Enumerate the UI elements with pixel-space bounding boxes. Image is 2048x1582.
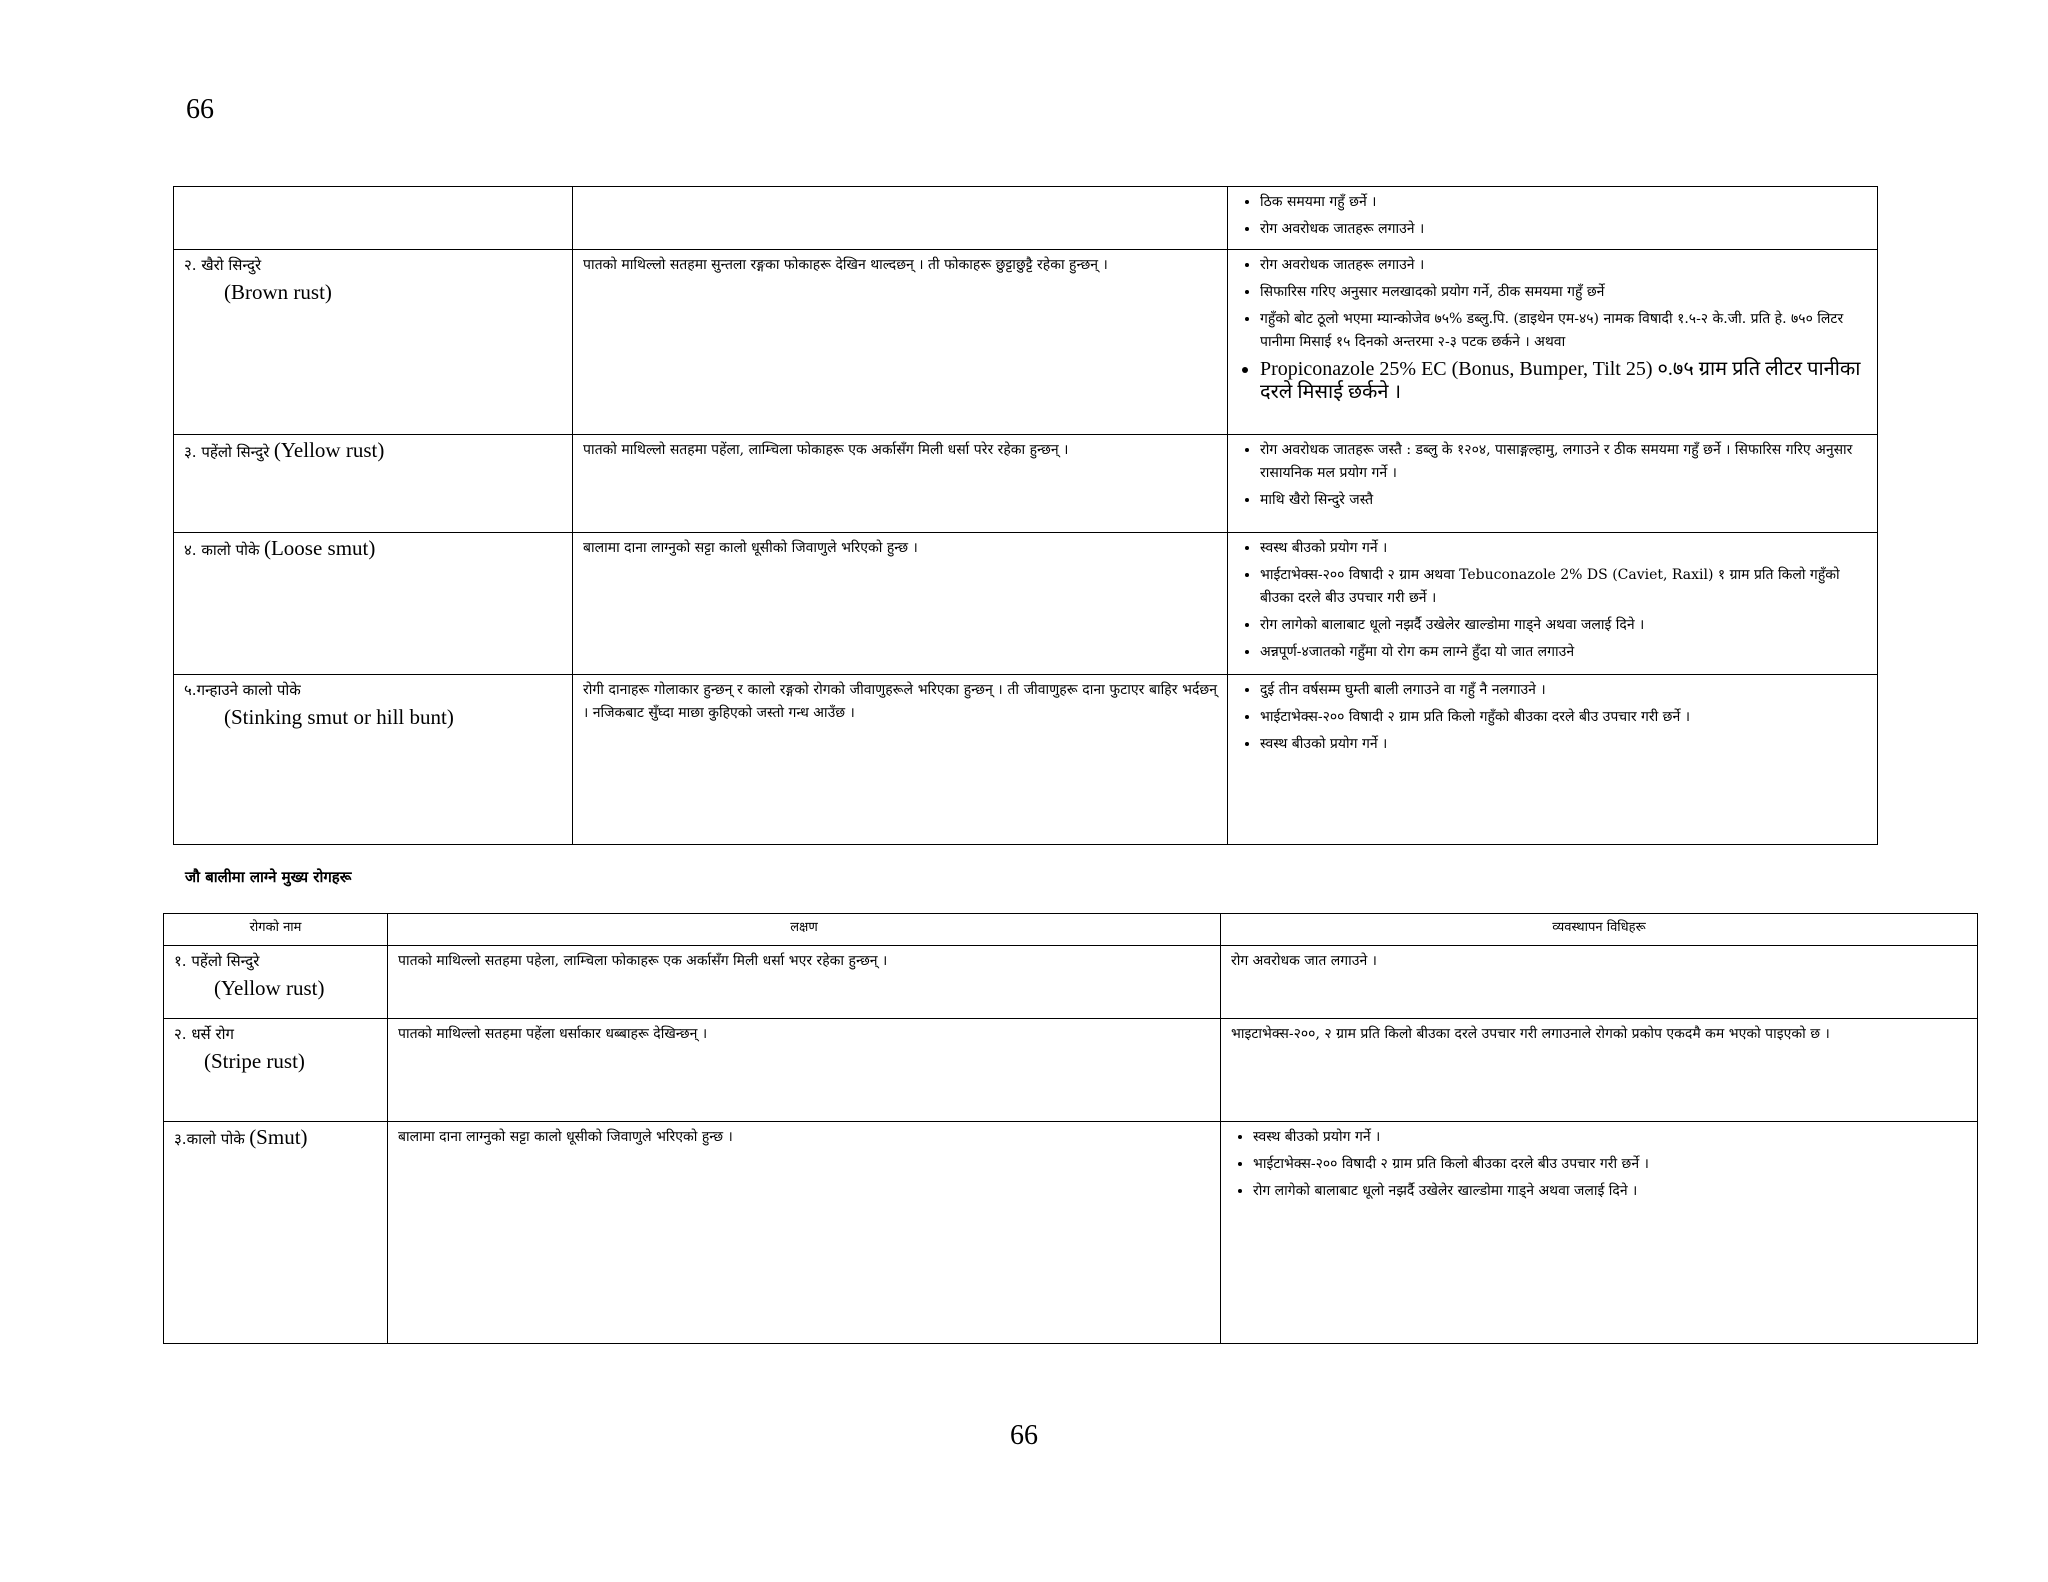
disease-english-name: (Brown rust) [224, 280, 332, 304]
disease-name-cell [174, 533, 573, 675]
management-item: • भाईटाभेक्स-२०० विषादी २ ग्राम प्रति किलो गहुँको बीउका दरले बीउ उपचार गरी छर्ने । [1260, 706, 1867, 729]
management-cell: रोग अवरोधक जात लगाउने । [1221, 946, 1978, 1019]
table-row [174, 250, 1878, 435]
table-row [164, 946, 1978, 1019]
symptom-cell: रोगी दानाहरू गोलाकार हुन्छन् र कालो रङ्गको रोगको जीवाणुहरूले भरिएका हुन्छन् । ती जीवाणुहरू दाना फुटाएर बाहिर भर्दछन् । नजिकबाट सुँघ्दा माछा कुहिएको जस्तो गन्ध आउँछ । [573, 675, 1228, 845]
table-row [164, 1019, 1978, 1122]
management-cell [1228, 675, 1878, 845]
disease-name: ५.गन्हाउने कालो पोके [184, 681, 301, 699]
disease-name-cell [174, 250, 573, 435]
table-row [164, 1122, 1978, 1344]
symptom-cell: बालामा दाना लाग्नुको सट्टा कालो धूसीको जिवाणुले भरिएको हुन्छ । [573, 533, 1228, 675]
disease-name-cell [164, 1122, 388, 1344]
disease-english-name: (Yellow rust) [214, 976, 325, 1000]
management-item: • सिफारिस गरिए अनुसार मलखादको प्रयोग गर्ने, ठीक समयमा गहुँ छर्ने [1260, 281, 1867, 304]
table-row [174, 533, 1878, 675]
disease-english-name: (Loose smut) [263, 536, 376, 560]
table-header-row [164, 914, 1978, 946]
column-header: रोगको नाम [164, 914, 388, 946]
disease-english-name: (Smut) [249, 1125, 308, 1149]
disease-english-name: (Yellow rust) [273, 438, 385, 462]
management-item: • भाईटाभेक्स-२०० विषादी २ ग्राम प्रति किलो बीउका दरले बीउ उपचार गरी छर्ने । [1253, 1153, 1967, 1176]
disease-name: २. धर्से रोग [174, 1025, 234, 1043]
disease-english-name: (Stinking smut or hill bunt) [224, 705, 454, 729]
management-item: • माथि खैरो सिन्दुरे जस्तै [1260, 489, 1867, 512]
disease-name: ३.कालो पोके [174, 1130, 245, 1148]
management-cell [1228, 250, 1878, 435]
disease-name: १. पहेंलो सिन्दुरे [174, 952, 260, 970]
management-cell [1228, 187, 1878, 250]
management-item: • ठिक समयमा गहुँ छर्ने । [1260, 191, 1867, 214]
management-item: • गहुँको बोट ठूलो भएमा म्यान्कोजेव ७५% डब्लु.पि. (डाइथेन एम-४५) नामक विषादी १.५-२ के.जी. प्रति हे. ७५० लिटर पानीमा मिसाई १५ दिनको अन्तरमा २-३ पटक छर्कने । अथवा [1260, 308, 1867, 354]
barley-disease-table [163, 913, 1978, 1344]
table-row [174, 435, 1878, 533]
page-number-top: 66 [186, 94, 214, 125]
disease-english-name: (Stripe rust) [204, 1049, 305, 1073]
disease-name-cell [174, 675, 573, 845]
management-item: • दुई तीन वर्षसम्म घुम्ती बाली लगाउने वा गहुँ नै नलगाउने । [1260, 679, 1867, 702]
symptom-cell [573, 187, 1228, 250]
disease-name: ४. कालो पोके [184, 541, 260, 559]
symptom-cell: बालामा दाना लाग्नुको सट्टा कालो धूसीको जिवाणुले भरिएको हुन्छ । [388, 1122, 1221, 1344]
management-item: • रोग लागेको बालाबाट धूलो नझर्दै उखेलेर खाल्डोमा गाड्ने अथवा जलाई दिने । [1253, 1180, 1967, 1203]
disease-name: २. खैरो सिन्दुरे [184, 256, 262, 274]
management-item: • स्वस्थ बीउको प्रयोग गर्ने । [1253, 1126, 1967, 1149]
management-cell [1228, 435, 1878, 533]
barley-section-title: जौ बालीमा लाग्ने मुख्य रोगहरू [185, 868, 352, 886]
symptom-cell: पातको माथिल्लो सतहमा सुन्तला रङ्गका फोकाहरू देखिन थाल्दछन् । ती फोकाहरू छुट्टाछुट्टै रहेका हुन्छन् । [573, 250, 1228, 435]
disease-name-cell [164, 1019, 388, 1122]
table-row [174, 187, 1878, 250]
symptom-cell: पातको माथिल्लो सतहमा पहेला, लाम्चिला फोकाहरू एक अर्कासँग मिली धर्सा भएर रहेका हुन्छन् । [388, 946, 1221, 1019]
column-header: व्यवस्थापन विधिहरू [1221, 914, 1978, 946]
management-item: • Propiconazole 25% EC (Bonus, Bumper, Tilt 25) ०.७५ ग्राम प्रति लीटर पानीका दरले मिसाई छर्कने । [1260, 358, 1867, 404]
symptom-cell: पातको माथिल्लो सतहमा पहेंला, लाम्चिला फोकाहरू एक अर्कासँग मिली धर्सा परेर रहेका हुन्छन् । [573, 435, 1228, 533]
management-item: • रोग अवरोधक जातहरू लगाउने । [1260, 254, 1867, 277]
wheat-disease-table [173, 186, 1878, 845]
table-row [174, 675, 1878, 845]
management-item: • भाईटाभेक्स-२०० विषादी २ ग्राम अथवा Tebuconazole 2% DS (Caviet, Raxil) १ ग्राम प्रति किलो गहुँको बीउका दरले बीउ उपचार गरी छर्ने । [1260, 564, 1867, 610]
management-cell: भाइटाभेक्स-२००, २ ग्राम प्रति किलो बीउका दरले उपचार गरी लगाउनाले रोगको प्रकोप एकदमै कम भएको पाइएको छ । [1221, 1019, 1978, 1122]
page-number-bottom: 66 [1010, 1420, 1038, 1451]
management-item: • अन्नपूर्ण-४जातको गहुँमा यो रोग कम लाग्ने हुँदा यो जात लगाउने [1260, 641, 1867, 664]
management-item: • रोग अवरोधक जातहरू जस्तै : डब्लु के १२०४, पासाङ्गल्हामु, लगाउने र ठीक समयमा गहुँ छर्ने । सिफारिस गरिए अनुसार रासायनिक मल प्रयोग गर्ने । [1260, 439, 1867, 485]
management-cell [1228, 533, 1878, 675]
column-header: लक्षण [388, 914, 1221, 946]
management-item: • रोग अवरोधक जातहरू लगाउने । [1260, 218, 1867, 241]
management-item: • स्वस्थ बीउको प्रयोग गर्ने । [1260, 537, 1867, 560]
management-item: • स्वस्थ बीउको प्रयोग गर्ने । [1260, 733, 1867, 756]
disease-name-cell [174, 187, 573, 250]
management-cell [1221, 1122, 1978, 1344]
disease-name-cell [164, 946, 388, 1019]
disease-name-cell [174, 435, 573, 533]
disease-name: ३. पहेंलो सिन्दुरे [184, 443, 270, 461]
management-item: • रोग लागेको बालाबाट धूलो नझर्दै उखेलेर खाल्डोमा गाड्ने अथवा जलाई दिने । [1260, 614, 1867, 637]
symptom-cell: पातको माथिल्लो सतहमा पहेंला धर्साकार धब्बाहरू देखिन्छन् । [388, 1019, 1221, 1122]
